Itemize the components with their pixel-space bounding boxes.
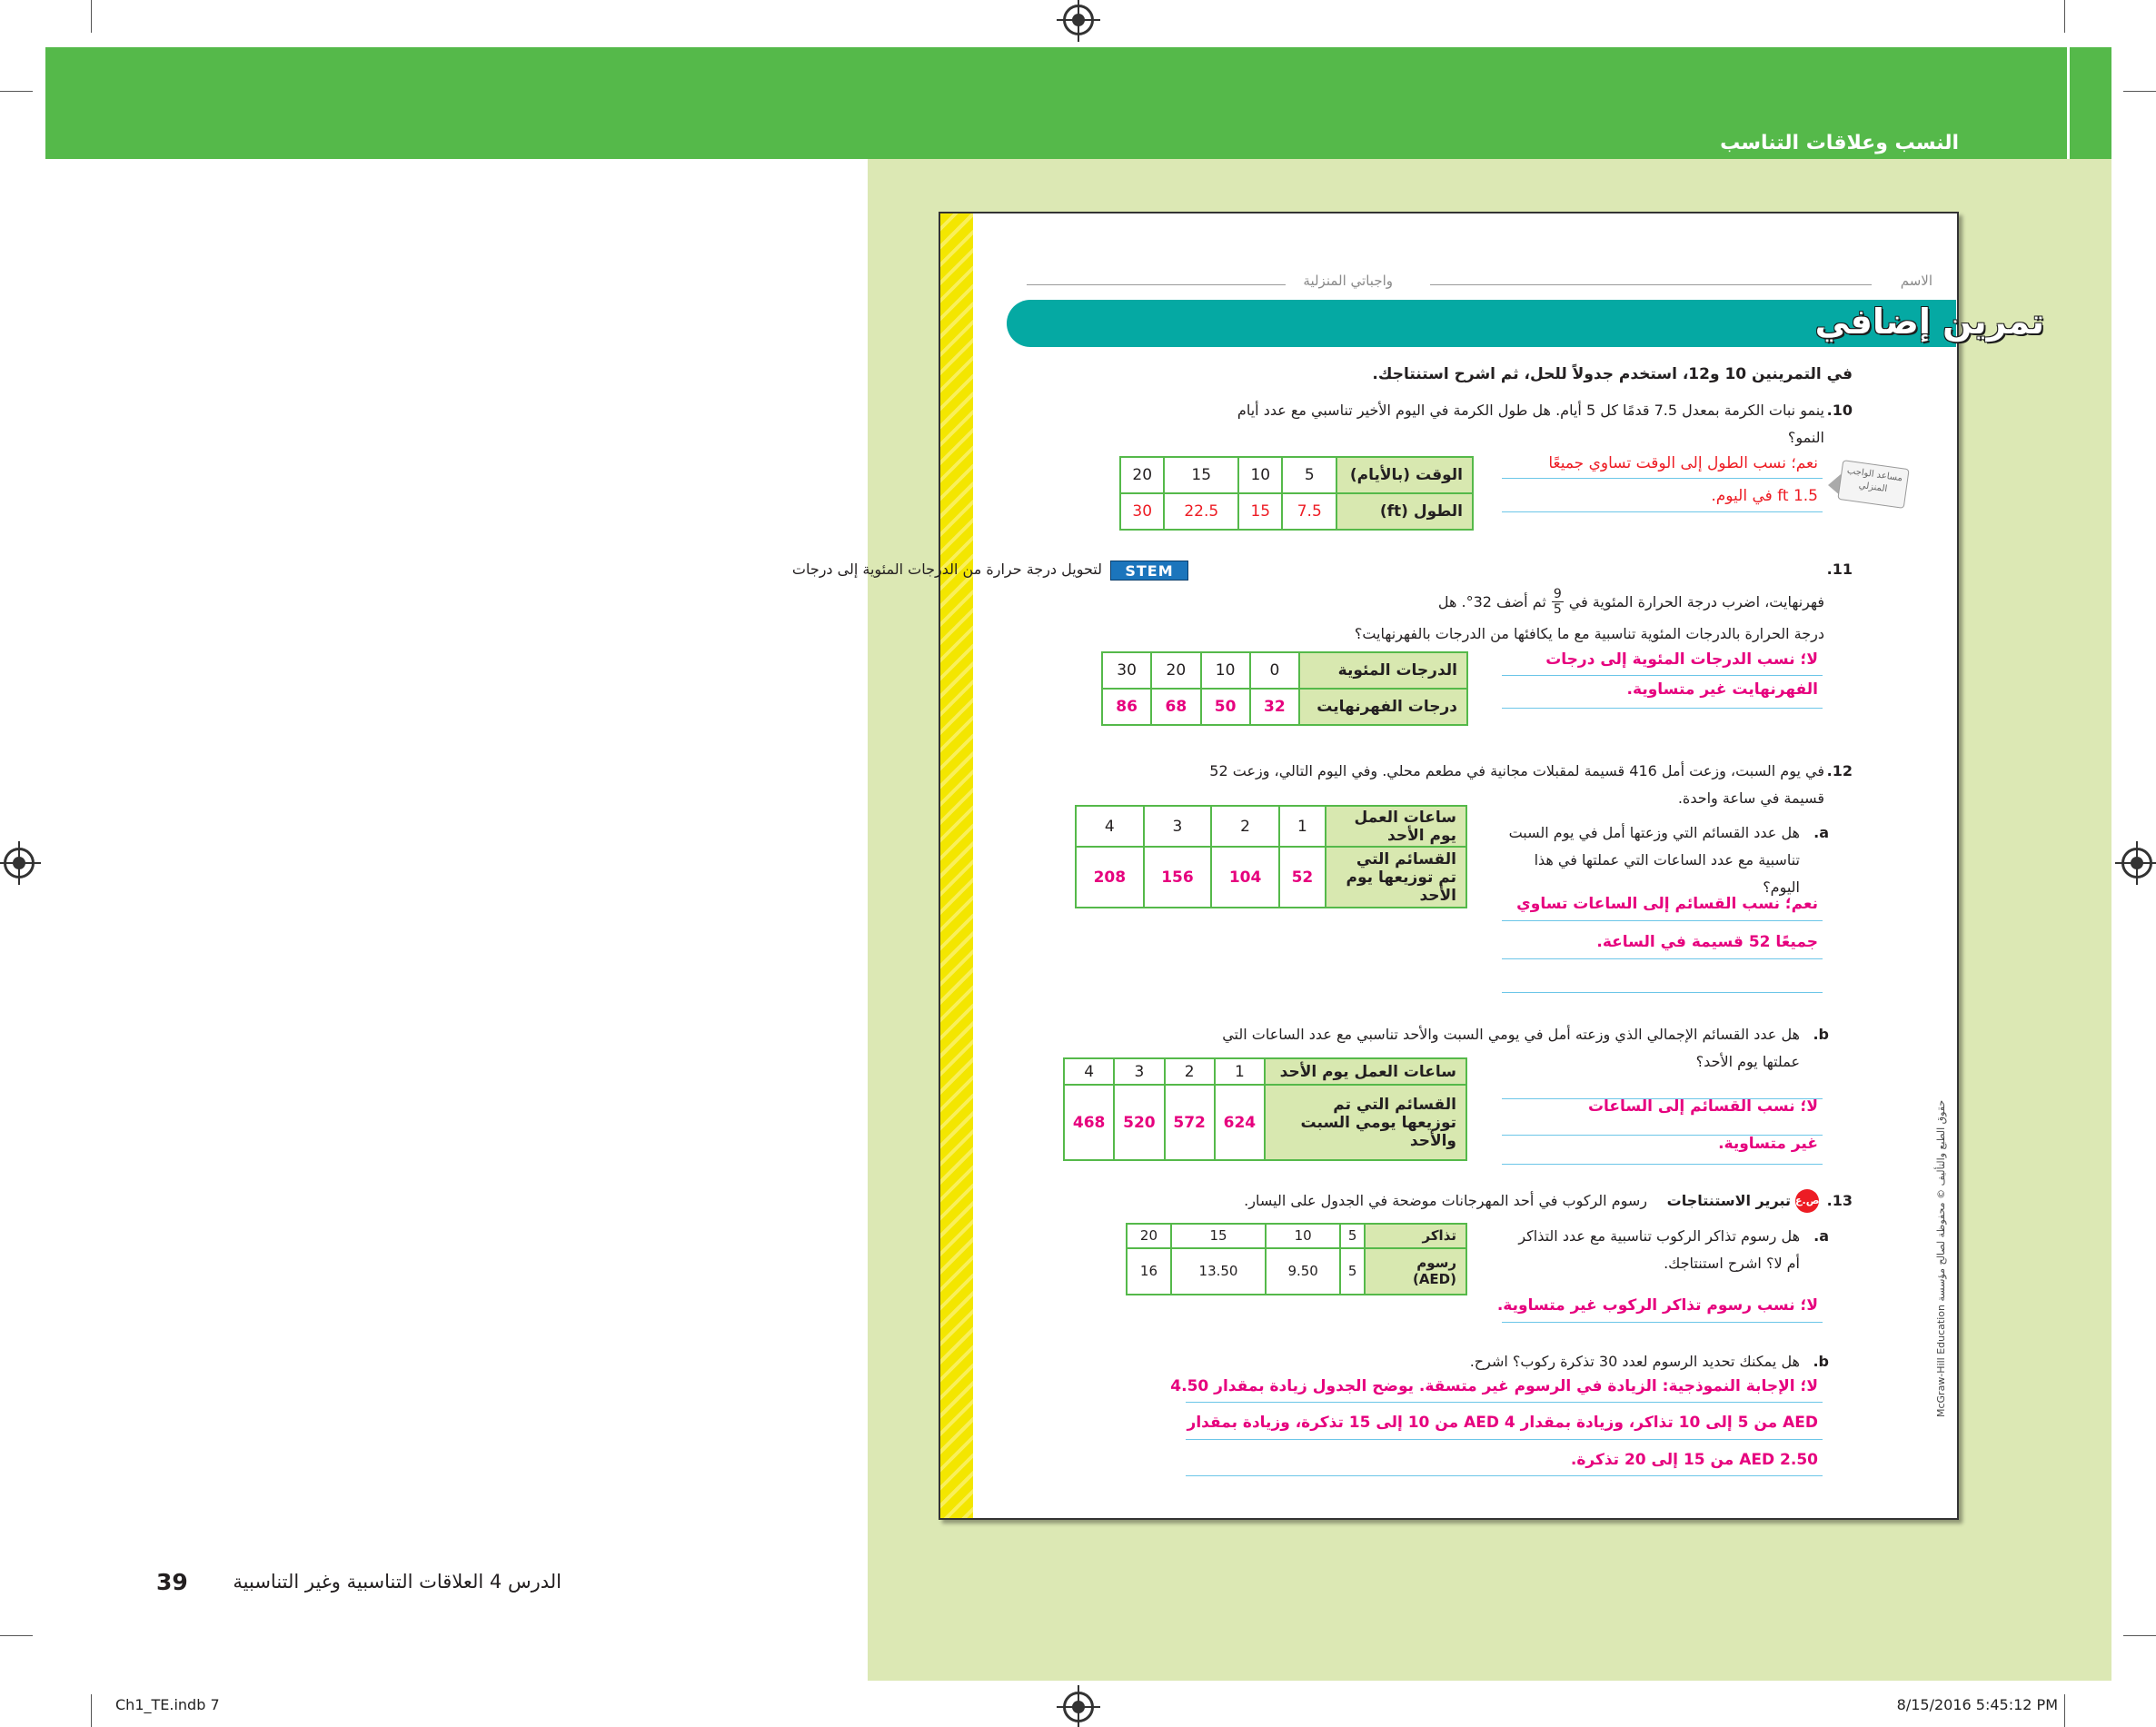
registration-mark-icon bbox=[1063, 5, 1094, 35]
crop-mark bbox=[2123, 91, 2156, 92]
q10-answer-cell: 22.5 bbox=[1164, 493, 1238, 530]
q13-cell: 5 bbox=[1340, 1224, 1365, 1248]
q13b-answer: 2.50 AED من 15 إلى 20 تذكرة. bbox=[1570, 1451, 1818, 1469]
stem-badge: STEM bbox=[1110, 561, 1188, 581]
q12b-row-header: القسائم التي تم توزيعها يومي السبت والأحد bbox=[1265, 1085, 1466, 1160]
q12b-cell: 1 bbox=[1215, 1058, 1265, 1085]
q13b-text: هل يمكنك تحديد الرسوم لعدد 30 تذكرة ركوب؟ اشرح. bbox=[1469, 1353, 1800, 1370]
q11-row-header: درجات الفهرنهايت bbox=[1299, 689, 1467, 725]
q10-answer-cell: 30 bbox=[1120, 493, 1164, 530]
q12b-answer-cell: 468 bbox=[1064, 1085, 1114, 1160]
q11-text: فهرنهايت، اضرب درجة الحرارة المئوية في bbox=[1568, 592, 1824, 610]
q13a-answer: لا؛ نسب رسوم تذاكر الركوب غير متساوية. bbox=[1496, 1296, 1818, 1315]
q13b-answer: AED من 5 إلى 10 تذاكر، وزيادة بمقدار 4 AED من 10 إلى 15 تذكرة، وزيادة بمقدار bbox=[1187, 1414, 1818, 1432]
q11-fraction bbox=[1552, 587, 1564, 617]
title-banner bbox=[1007, 300, 1956, 347]
q11-text: لتحويل درجة حرارة من الدرجات المئوية إلى درجات bbox=[791, 561, 1102, 578]
q11-cell: 0 bbox=[1250, 652, 1299, 689]
q12b-cell: 4 bbox=[1064, 1058, 1114, 1085]
q12a-answer-cell: 156 bbox=[1144, 847, 1212, 908]
q12-number: 12. bbox=[1826, 762, 1853, 779]
q13b-label: b. bbox=[1813, 1353, 1829, 1370]
q12a-cell: 1 bbox=[1279, 806, 1326, 847]
homework-helper-tag: مساعد الواجب المنزلي bbox=[1837, 460, 1909, 509]
crop-mark bbox=[91, 1694, 92, 1727]
q13-number: 13. bbox=[1826, 1192, 1853, 1209]
q10-table bbox=[1119, 456, 1474, 531]
q11-cell: 30 bbox=[1102, 652, 1151, 689]
q13b-answer: لا؛ الإجابة النموذجية: الزيادة في الرسوم غير متسقة. يوضح الجدول زيادة بمقدار 4.50 bbox=[1170, 1377, 1818, 1395]
q12a-answer-cell: 104 bbox=[1211, 847, 1279, 908]
q10-text: ينمو نبات الكرمة بمعدل 7.5 قدمًا كل 5 أيام. هل طول الكرمة في اليوم الأخير تناسبي مع عدد أيام النمو؟ bbox=[1237, 402, 1824, 446]
registration-mark-icon bbox=[4, 848, 35, 878]
worksheet-stripe bbox=[940, 213, 973, 1518]
q13a-text: هل رسوم تذاكر الركوب تناسبية مع عدد التذاكر أم لا؟ اشرح استنتاجك. bbox=[1518, 1227, 1800, 1272]
fraction-numerator: 9 bbox=[1553, 587, 1562, 601]
q12b-answer-cell: 520 bbox=[1114, 1085, 1164, 1160]
crop-mark bbox=[0, 91, 33, 92]
crop-mark bbox=[0, 1635, 33, 1636]
instruction-text: في التمرينين 10 و12، استخدم جدولاً للحل، ثم اشرح استنتاجك. bbox=[1372, 365, 1853, 383]
q13-cell: 16 bbox=[1127, 1248, 1171, 1295]
q11-cell: 10 bbox=[1201, 652, 1250, 689]
q11-answer-cell: 68 bbox=[1151, 689, 1200, 725]
q13-cell: 15 bbox=[1171, 1224, 1266, 1248]
section-title: النسب وعلاقات التناسب bbox=[1720, 132, 1959, 154]
answer-line bbox=[1502, 992, 1823, 993]
lesson-title: الدرس 4 العلاقات التناسبية وغير التناسبية bbox=[233, 1571, 561, 1593]
homework-line bbox=[1027, 284, 1286, 285]
q12b-answer-cell: 624 bbox=[1215, 1085, 1265, 1160]
registration-mark-icon bbox=[1063, 1692, 1094, 1722]
answer-line bbox=[1186, 1475, 1823, 1476]
q12b-text: هل عدد القسائم الإجمالي الذي وزعته أمل في يومي السبت والأحد تناسبي مع عدد الساعات التي عملتها يوم الأحد؟ bbox=[1222, 1026, 1800, 1070]
answer-line bbox=[1502, 708, 1823, 709]
q11-table bbox=[1101, 651, 1468, 726]
q11-text: درجة الحرارة بالدرجات المئوية تناسبية مع ما يكافئها من الدرجات بالفهرنهايت؟ bbox=[1354, 625, 1824, 642]
answer-line bbox=[1502, 1322, 1823, 1323]
crop-mark bbox=[2064, 1694, 2065, 1727]
q13a-label: a. bbox=[1813, 1227, 1829, 1245]
q10-answer: 1.5 ft في اليوم. bbox=[1711, 487, 1818, 505]
q10-row-header: الطول (ft) bbox=[1336, 493, 1473, 530]
crop-mark bbox=[2064, 0, 2065, 33]
q12b-answer-cell: 572 bbox=[1165, 1085, 1215, 1160]
q10-cell: 15 bbox=[1164, 457, 1238, 493]
q12a-text: هل عدد القسائم التي وزعتها أمل في يوم السبت تناسبية مع عدد الساعات التي عملتها في هذا اليوم؟ bbox=[1508, 824, 1800, 896]
reasoning-icon: ص.ع bbox=[1795, 1189, 1819, 1213]
q13-cell: 5 bbox=[1340, 1248, 1365, 1295]
q12a-label: a. bbox=[1813, 824, 1829, 841]
q12a-cell: 3 bbox=[1144, 806, 1212, 847]
answer-line bbox=[1502, 511, 1823, 512]
q12b-row-header: ساعات العمل يوم الأحد bbox=[1265, 1058, 1466, 1085]
q10-cell: 5 bbox=[1282, 457, 1336, 493]
answer-line bbox=[1186, 1402, 1823, 1403]
registration-mark-icon bbox=[2121, 848, 2152, 878]
q10-cell: 10 bbox=[1238, 457, 1282, 493]
q12a-row-header: ساعات العمل يوم الأحد bbox=[1326, 806, 1466, 847]
crop-mark bbox=[91, 0, 92, 33]
q11-text bbox=[1438, 587, 1824, 617]
q12b-label: b. bbox=[1813, 1026, 1829, 1043]
copyright-note: حقوق الطبع والتأليف © محفوظة لصالح مؤسسة McGraw-Hill Education bbox=[1935, 1099, 1947, 1417]
q12a-row-header: القسائم التي تم توزيعها يوم الأحد bbox=[1326, 847, 1466, 908]
q11-row-header: الدرجات المئوية bbox=[1299, 652, 1467, 689]
page-number: 39 bbox=[156, 1569, 188, 1595]
q13-row-header: تذاكر bbox=[1365, 1224, 1466, 1248]
q11-answer-cell: 86 bbox=[1102, 689, 1151, 725]
q12a-cell: 4 bbox=[1076, 806, 1144, 847]
name-line bbox=[1430, 284, 1872, 285]
q11-answer-cell: 50 bbox=[1201, 689, 1250, 725]
name-label: الاسم bbox=[1900, 273, 1932, 289]
q12b-table bbox=[1063, 1057, 1467, 1161]
q12a-answer: جميعًا 52 قسيمة في الساعة. bbox=[1596, 933, 1818, 951]
header-divider bbox=[2067, 47, 2070, 159]
q12b-answer: لا؛ نسب القسائم إلى الساعات bbox=[1587, 1097, 1818, 1116]
answer-line bbox=[1502, 920, 1823, 921]
worksheet-title: تمرين إضافي bbox=[1814, 302, 2044, 342]
q12a-answer-cell: 208 bbox=[1076, 847, 1144, 908]
q11-answer-cell: 32 bbox=[1250, 689, 1299, 725]
q12-text: في يوم السبت، وزعت أمل 416 قسيمة لمقبلات مجانية في مطعم محلي. وفي اليوم التالي، وزعت 52 قسيمة في ساعة واحدة. bbox=[1209, 762, 1824, 807]
q11-answer: لا؛ نسب الدرجات المئوية إلى درجات bbox=[1545, 650, 1818, 669]
date-slug: 8/15/2016 5:45:12 PM bbox=[1896, 1696, 2058, 1713]
q10-answer: نعم؛ نسب الطول إلى الوقت تساوي جميعًا bbox=[1548, 454, 1818, 472]
q10-number: 10. bbox=[1826, 402, 1853, 419]
q12b-answer: غير متساوية. bbox=[1718, 1135, 1818, 1153]
file-slug: Ch1_TE.indb 7 bbox=[115, 1696, 220, 1713]
q12a-table bbox=[1075, 805, 1467, 908]
answer-line bbox=[1502, 675, 1823, 676]
q10-cell: 20 bbox=[1120, 457, 1164, 493]
q10-answer-cell: 15 bbox=[1238, 493, 1282, 530]
q12b-cell: 2 bbox=[1165, 1058, 1215, 1085]
q13-cell: 9.50 bbox=[1266, 1248, 1340, 1295]
q11-text: ثم أضف 32°. هل bbox=[1437, 592, 1546, 610]
q13-table bbox=[1126, 1223, 1467, 1295]
q13-heading: تبرير الاستنتاجات bbox=[1666, 1192, 1791, 1209]
crop-mark bbox=[2123, 1635, 2156, 1636]
q13-cell: 20 bbox=[1127, 1224, 1171, 1248]
q11-number: 11. bbox=[1826, 561, 1853, 578]
q10-answer-cell: 7.5 bbox=[1282, 493, 1336, 530]
q12a-answer-cell: 52 bbox=[1279, 847, 1326, 908]
q11-cell: 20 bbox=[1151, 652, 1200, 689]
q13-cell: 13.50 bbox=[1171, 1248, 1266, 1295]
homework-label: واجباتي المنزلية bbox=[1303, 273, 1393, 289]
q11-answer: الفهرنهايت غير متساوية. bbox=[1626, 680, 1818, 699]
answer-line bbox=[1502, 478, 1823, 479]
fraction-denominator: 5 bbox=[1553, 602, 1562, 617]
q12a-answer: نعم؛ نسب القسائم إلى الساعات تساوي bbox=[1516, 895, 1818, 913]
q13-text: رسوم الركوب في أحد المهرجانات موضحة في الجدول على اليسار. bbox=[1244, 1192, 1647, 1209]
q10-row-header: الوقت (بالأيام) bbox=[1336, 457, 1473, 493]
q12a-cell: 2 bbox=[1211, 806, 1279, 847]
answer-line bbox=[1186, 1439, 1823, 1440]
q13-cell: 10 bbox=[1266, 1224, 1340, 1248]
answer-line bbox=[1502, 1164, 1823, 1165]
q13-row-header: رسوم (AED) bbox=[1365, 1248, 1466, 1295]
q12b-cell: 3 bbox=[1114, 1058, 1164, 1085]
answer-line bbox=[1502, 958, 1823, 959]
